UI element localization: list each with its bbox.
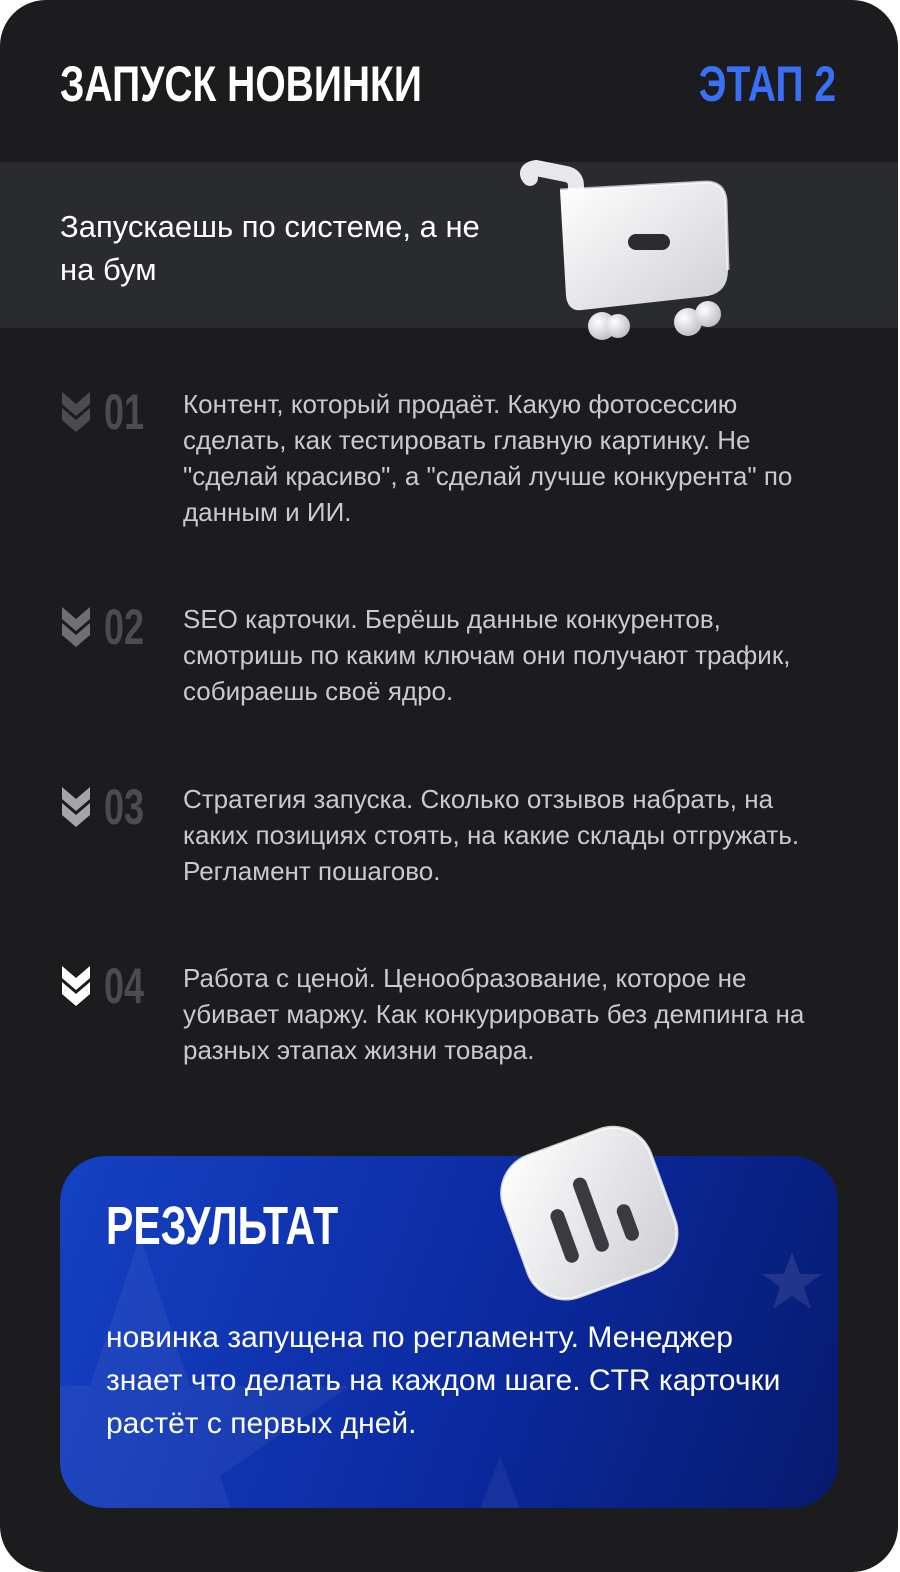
step-text: SEO карточки. Берёшь данные конкурентов, смотришь по каким ключам они получают трафик, собираешь своё ядро. (183, 604, 791, 706)
step-text: Стратегия запуска. Сколько отзывов набрать, на каких позициях стоять, на какие склады отгружать. Регламент пошагово. (183, 784, 800, 886)
result-title: РЕЗУЛЬТАТ (106, 1196, 339, 1256)
result-panel (60, 1156, 838, 1508)
step-number: 02 (104, 599, 145, 655)
step-text: Работа с ценой. Ценообразование, которое не убивает маржу. Как конкурировать без демпинга на разных этапах жизни товара. (183, 963, 805, 1065)
shopping-cart-icon (520, 160, 750, 360)
page-title: ЗАПУСК НОВИНКИ (60, 56, 422, 112)
stage-label: ЭТАП 2 (698, 56, 836, 112)
subtitle-text: Запускаешь по системе, а не на бум (60, 209, 480, 287)
step-number: 03 (104, 779, 145, 835)
step-number: 04 (104, 958, 145, 1014)
chevron-down-icon (60, 964, 92, 1008)
bar-chart-icon (490, 1120, 690, 1310)
chevron-down-icon (60, 605, 92, 649)
chevron-down-icon (60, 390, 92, 434)
step-text: Контент, который продаёт. Какую фотосессию сделать, как тестировать главную картинку. Не "сделай красиво", а "сделай лучше конкурента" по данным и ИИ. (183, 389, 793, 527)
step-number: 01 (104, 384, 145, 440)
result-text: новинка запущена по регламенту. Менеджер знает что делать на каждом шаге. CTR карточки растёт с первых дней. (106, 1321, 781, 1440)
chevron-down-icon (60, 785, 92, 829)
